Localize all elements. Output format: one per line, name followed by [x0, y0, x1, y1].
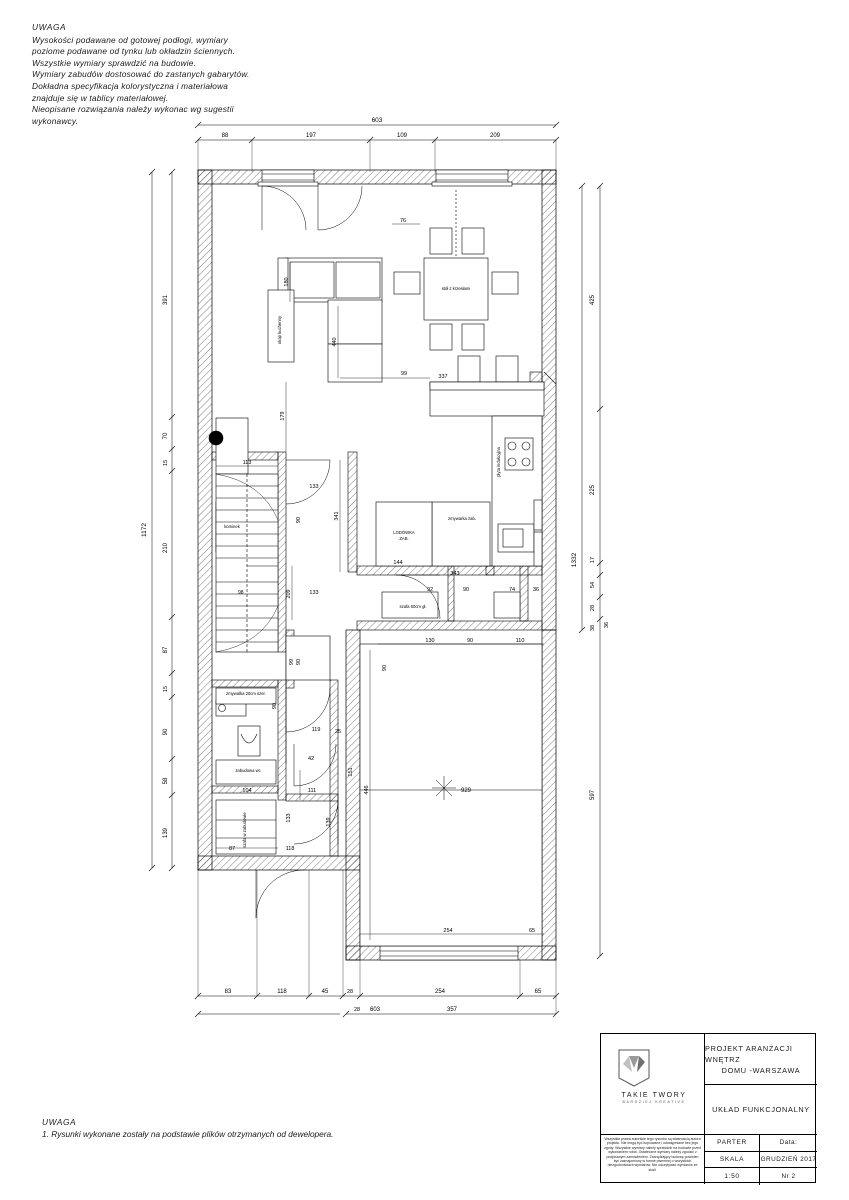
svg-text:119: 119 [311, 727, 321, 733]
svg-text:110: 110 [515, 638, 525, 644]
svg-text:58: 58 [163, 777, 169, 785]
svg-text:90: 90 [382, 664, 388, 672]
note-top-line-8: wykonawcy. [32, 115, 79, 126]
svg-text:90: 90 [466, 638, 474, 644]
project-title-line1: PROJEKT ARANŻACJI WNĘTRZ [705, 1043, 793, 1064]
svg-text:92: 92 [426, 587, 434, 593]
svg-text:113: 113 [242, 460, 252, 466]
svg-text:szafa w zabudowie: szafa w zabudowie [242, 812, 247, 848]
svg-text:209: 209 [286, 589, 292, 599]
svg-text:ZAB.: ZAB. [399, 536, 409, 541]
svg-text:343: 343 [450, 571, 460, 577]
svg-text:kominek: kominek [224, 524, 240, 529]
svg-text:440: 440 [332, 337, 338, 347]
svg-text:179: 179 [280, 411, 286, 421]
svg-text:38: 38 [590, 624, 596, 632]
svg-text:109: 109 [396, 133, 408, 139]
note-top-line-6: znajduje się w tablicy materiałowej. [32, 92, 169, 103]
drawing-number: Nr 2 [781, 1172, 796, 1180]
note-top-line-4: Wymiary zabudów dostosować do zastanych gabarytów. [32, 69, 250, 80]
date-value: GRUDZIEŃ 2017 [760, 1155, 817, 1163]
svg-text:446: 446 [364, 785, 370, 795]
svg-text:25: 25 [334, 729, 342, 735]
svg-text:210: 210 [163, 542, 169, 554]
svg-text:118: 118 [285, 846, 295, 852]
svg-text:17: 17 [590, 556, 596, 564]
studio-name: TAKIE TWORY [621, 1092, 687, 1099]
svg-text:337: 337 [438, 374, 448, 380]
svg-text:36: 36 [532, 587, 540, 593]
svg-text:65: 65 [534, 989, 542, 995]
svg-text:88: 88 [221, 133, 229, 139]
date-label: Data: [779, 1139, 798, 1147]
note-top-line-2: poziome podawane od tynku lub okładzin ściennych. [32, 46, 236, 57]
svg-text:stół z krzesłami: stół z krzesłami [441, 286, 471, 291]
svg-text:90: 90 [272, 702, 278, 710]
studio-logo-icon [617, 1048, 651, 1088]
scale-label: SKALA [705, 1152, 760, 1168]
note-bottom-header: UWAGA [42, 1117, 77, 1127]
svg-text:254: 254 [434, 989, 446, 995]
svg-text:1332: 1332 [571, 552, 578, 568]
svg-text:87: 87 [163, 646, 169, 654]
svg-text:98: 98 [238, 590, 244, 596]
svg-text:15: 15 [163, 459, 169, 467]
svg-text:357: 357 [446, 1007, 458, 1013]
svg-text:okap kuchenny: okap kuchenny [277, 315, 282, 345]
note-bottom-line-1: 1. Rysunki wykonane zostały na podstawie plików otrzymanych od dewelopera. [42, 1129, 334, 1139]
svg-text:1172: 1172 [141, 523, 148, 537]
table-row [705, 1152, 817, 1169]
svg-text:36: 36 [604, 621, 610, 629]
note-top-line-5: Dokładna specyfikacja kolorystyczna i materiałowa [32, 80, 229, 91]
svg-text:90: 90 [296, 658, 302, 666]
note-top-line-1: Wysokości podawane od gotowej podłogi, wymiary [32, 34, 228, 45]
svg-text:197: 197 [305, 133, 317, 139]
svg-text:LODÓWKA: LODÓWKA [393, 530, 415, 535]
svg-text:104: 104 [242, 788, 252, 794]
svg-text:225: 225 [590, 484, 596, 496]
title-block-logo-cell [601, 1034, 705, 1134]
studio-tagline: BARDZIEJ KREATIVE [622, 1100, 686, 1104]
svg-text:28: 28 [590, 604, 596, 612]
svg-text:111: 111 [307, 788, 317, 794]
svg-text:70: 70 [163, 432, 169, 440]
table-row [705, 1135, 817, 1152]
svg-text:254: 254 [443, 928, 453, 934]
note-top-header: UWAGA [32, 22, 67, 32]
svg-text:28: 28 [353, 1007, 361, 1013]
svg-text:425: 425 [590, 294, 596, 306]
svg-text:90: 90 [462, 587, 470, 593]
svg-text:144: 144 [393, 560, 403, 566]
title-block [600, 1033, 816, 1183]
svg-text:99: 99 [400, 371, 408, 377]
svg-text:zmywarka zab.: zmywarka zab. [448, 516, 476, 521]
svg-text:151: 151 [348, 767, 354, 777]
svg-text:133: 133 [309, 484, 319, 490]
svg-text:15: 15 [163, 685, 169, 693]
scale-value: 1:50 [705, 1168, 760, 1185]
svg-text:139: 139 [326, 817, 332, 827]
svg-text:54: 54 [590, 581, 596, 589]
note-bottom [42, 1116, 462, 1140]
svg-text:90: 90 [163, 728, 169, 736]
drawing-title-cell: UKŁAD FUNKCJONALNY [705, 1084, 817, 1134]
svg-text:139: 139 [163, 827, 169, 839]
svg-text:zabudowa wc: zabudowa wc [235, 768, 261, 773]
svg-text:130: 130 [425, 638, 435, 644]
svg-text:341: 341 [334, 511, 340, 521]
svg-text:391: 391 [163, 294, 169, 306]
title-block-table [705, 1134, 817, 1184]
note-top-line-3: Wszystkie wymiary sprawdzić na budowie. [32, 57, 197, 68]
svg-text:180: 180 [284, 277, 290, 287]
svg-text:99: 99 [289, 658, 295, 666]
svg-text:45: 45 [321, 989, 329, 995]
svg-text:65: 65 [528, 928, 536, 934]
svg-text:118: 118 [277, 989, 287, 995]
svg-text:90: 90 [296, 516, 302, 524]
svg-text:76: 76 [399, 218, 407, 224]
svg-text:603: 603 [371, 117, 383, 124]
svg-text:83: 83 [224, 989, 232, 995]
svg-text:87: 87 [228, 846, 236, 852]
project-title-cell [705, 1034, 817, 1084]
studio-logo-text [611, 1092, 697, 1104]
table-row [705, 1168, 817, 1185]
svg-text:209: 209 [489, 133, 501, 139]
svg-text:74: 74 [508, 587, 516, 593]
svg-text:133: 133 [286, 813, 292, 823]
svg-text:42: 42 [307, 756, 315, 762]
project-title-line2: DOMU -WARSZAWA [721, 1065, 801, 1075]
svg-text:zmywalka 20cm szer.: zmywalka 20cm szer. [226, 691, 266, 696]
floor-label: PARTER [705, 1135, 760, 1151]
svg-text:929: 929 [461, 788, 472, 794]
svg-text:133: 133 [309, 590, 319, 596]
svg-text:28: 28 [346, 989, 354, 995]
svg-text:603: 603 [369, 1007, 381, 1013]
svg-text:płyta indukcyjna: płyta indukcyjna [496, 447, 501, 477]
copyright-note: Wszystkie prawa autorskie tego rysunku są własnością autora projektu. Nie mogą być kopiowane i udostępniane bez jego zgody. Wszystkie wymiary należy sprawdzić na budowie przed wykonaniem robót. Ostateczne wymiary należy zgodzić z podpisanym zamówieniem. Zarządzający budowę powinien być zaznajomiony w formie pisemnej o wszystkich niezgodnościach wymiarów. Nie odczytywać wymiarów ze skali. [601, 1134, 705, 1184]
svg-text:szafa 60cm gł.: szafa 60cm gł. [399, 604, 427, 609]
note-top-line-7: Nieopisane rozwiązania należy wykonac wg sugestii [32, 104, 234, 115]
svg-text:597: 597 [590, 789, 596, 801]
